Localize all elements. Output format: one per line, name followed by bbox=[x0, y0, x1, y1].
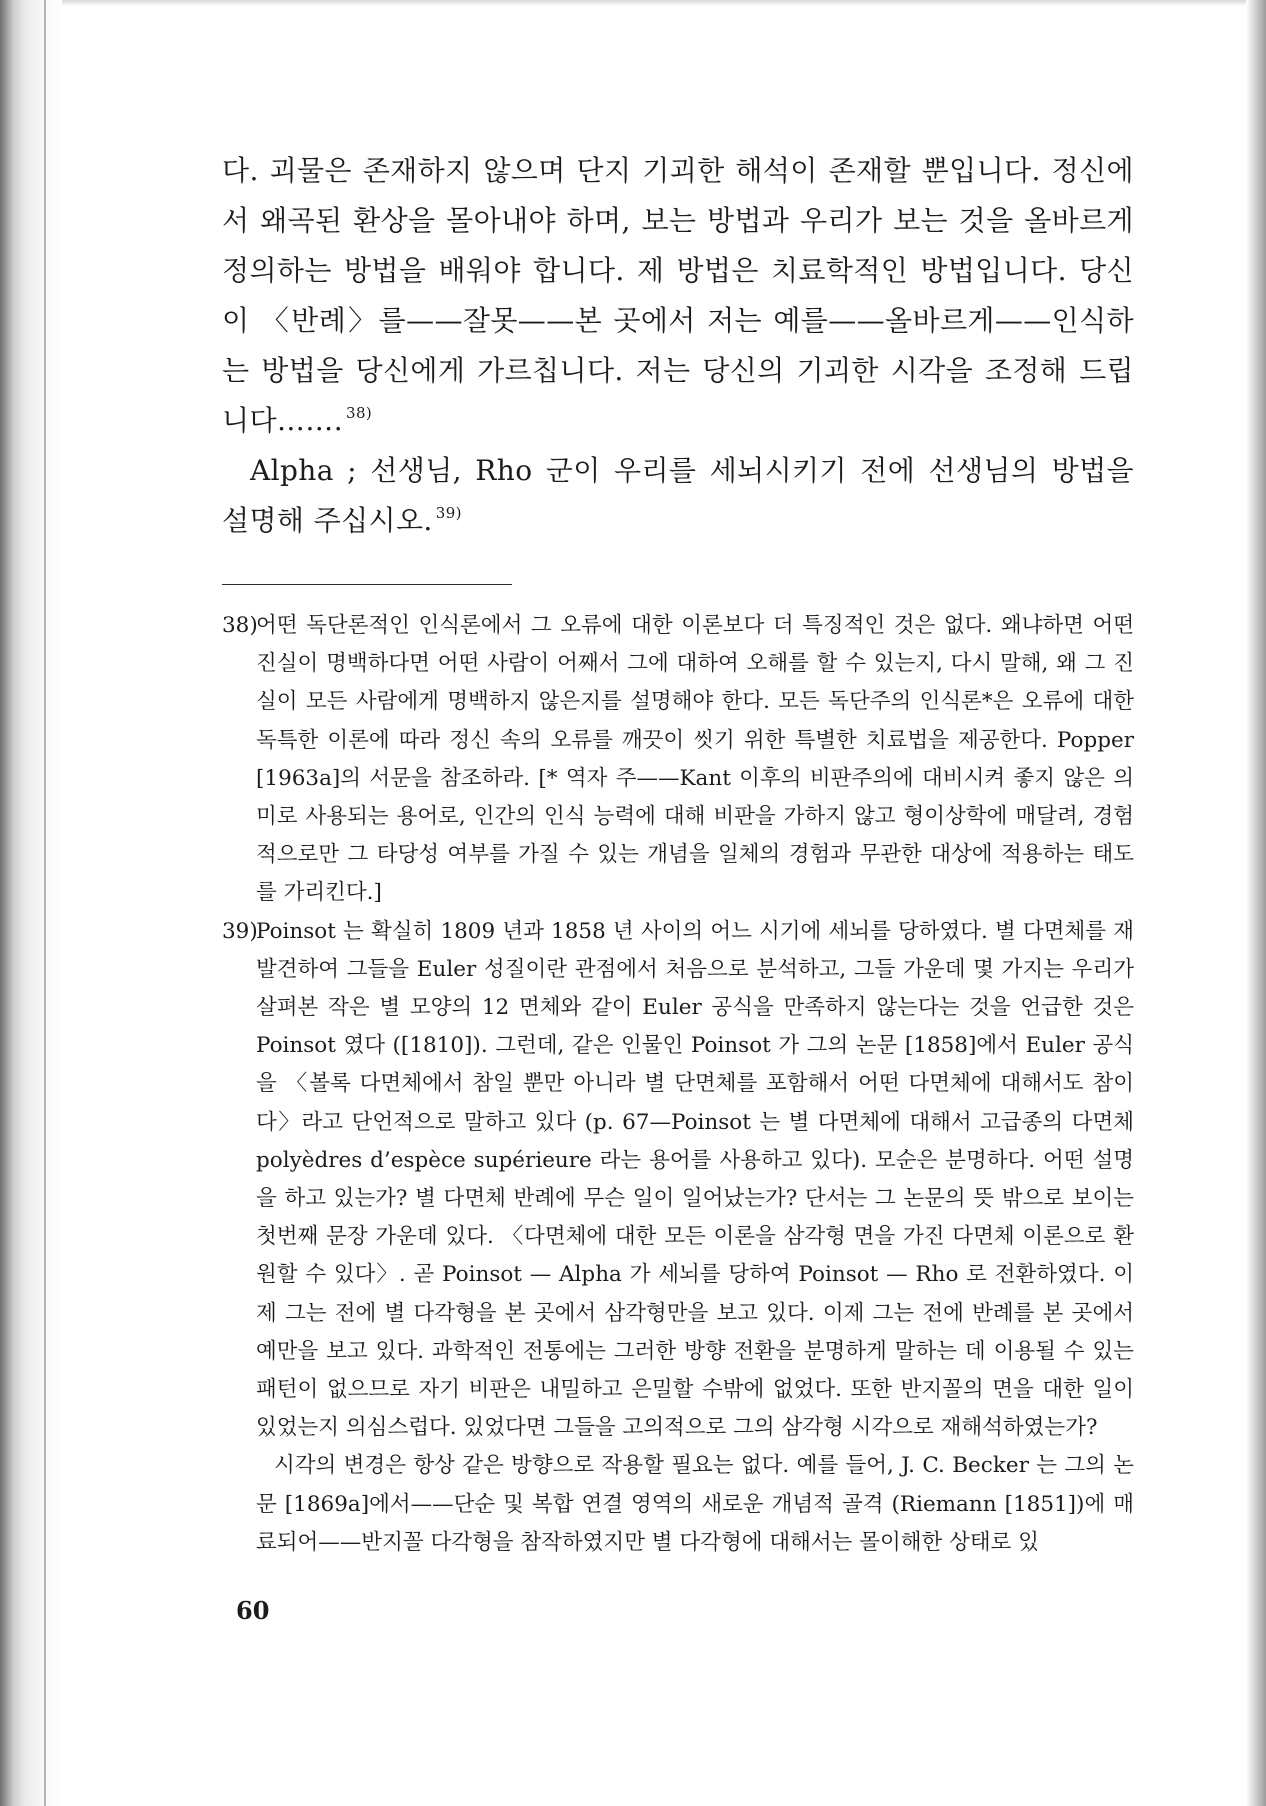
main-paragraph-text: Alpha ; 선생님, Rho 군이 우리를 세뇌시키기 전에 선생님의 방법을 설명해 주십시오. bbox=[222, 454, 1134, 537]
page-top-edge bbox=[62, 0, 1246, 6]
footnote-number: 38) bbox=[222, 613, 258, 638]
footnote-paragraph: Poinsot 는 확실히 1809 년과 1858 년 사이의 어느 시기에 세뇌를 당하였다. 별 다면체를 재발견하여 그들을 Euler 성질이란 관점에서 처음으로 분석하고, 그들 가운데 몇 가지는 우리가 살펴본 작은 별 모양의 12 면체와 같이 Euler 공식을 만족하지 않는다는 것을 언급한 것은 Poinsot 였다 ([1810]). 그런데, 같은 인물인 Poinsot 가 그의 논문 [1858]에서 Euler 공식을 〈볼록 다면체에서 참일 뿐만 아니라 별 단면체를 포함해서 어떤 다면체에 대해서도 참이다〉라고 단언적으로 말하고 있다 (p. 67—Poinsot 는 별 다면체에 대해서 고급종의 다면체 polyèdres d’espèce supérieure 라는 용어를 사용하고 있다). 모순은 분명하다. 어떤 설명을 하고 있는가? 별 다면체 반례에 무슨 일이 일어났는가? 단서는 그 논문의 뜻 밖으로 보이는 첫번째 문장 가운데 있다. 〈다면체에 대한 모든 이론을 삼각형 면을 가진 다면체 이론으로 환원할 수 있다〉. 곧 Poinsot — Alpha 가 세뇌를 당하여 Poinsot — Rho 로 전환하였다. 이제 그는 전에 별 다각형을 본 곳에서 삼각형만을 보고 있다. 이제 그는 전에 반례를 본 곳에서 예만을 보고 있다. 과학적인 전통에는 그러한 방향 전환을 분명하게 말하는 데 이용될 수 있는 패턴이 없으므로 자기 비판은 내밀하고 은밀할 수밖에 없었다. 또한 반지꼴의 면을 대한 일이 있었는지 의심스럽다. 있었다면 그들을 고의적으로 그의 삼각형 시각으로 재해석하였는가? bbox=[256, 918, 1134, 1441]
footnote-paragraph: 어떤 독단론적인 인식론에서 그 오류에 대한 이론보다 더 특징적인 것은 없다. 왜냐하면 어떤 진실이 명백하다면 어떤 사람이 어째서 그에 대하여 오해를 할 수 있는지, 다시 말해, 왜 그 진실이 모든 사람에게 명백하지 않은지를 설명해야 한다. 모든 독단주의 인식론*은 오류에 대한 독특한 이론에 따라 정신 속의 오류를 깨끗이 씻기 위한 특별한 치료법을 제공한다. Popper [1963a]의 서문을 참조하라. [* 역자 주——Kant 이후의 비판주의에 대비시켜 좋지 않은 의미로 사용되는 용어로, 인간의 인식 능력에 대해 비판을 가하지 않고 형이상학에 매달려, 경험적으로만 그 타당성 여부를 가질 수 있는 개념을 일체의 경험과 무관한 대상에 적용하는 태도를 가리킨다.] bbox=[256, 613, 1134, 906]
footnote-ref: 39) bbox=[435, 504, 462, 522]
footnote-body bbox=[256, 913, 1134, 1562]
main-text bbox=[222, 146, 1134, 546]
page-right-edge bbox=[1246, 0, 1266, 1806]
footnote-number: 39) bbox=[222, 918, 258, 944]
footnote-ref: 38) bbox=[346, 404, 373, 422]
main-paragraph-text: 다. 괴물은 존재하지 않으며 단지 기괴한 해석이 존재할 뿐입니다. 정신에서 왜곡된 환상을 몰아내야 하며, 보는 방법과 우리가 보는 것을 올바르게 정의하는 방법을 배워야 합니다. 제 방법은 치료학적인 방법입니다. 당신이 〈반례〉를——잘못——본 곳에서 저는 예를——올바르게——인식하는 방법을 당신에게 가르칩니다. 저는 당신의 기괴한 시각을 조정해 드립니다……. bbox=[222, 154, 1134, 437]
footnote-38 bbox=[222, 607, 1134, 913]
footnote-paragraph: 시각의 변경은 항상 같은 방향으로 작용할 필요는 없다. 예를 들어, J. C. Becker 는 그의 논문 [1869a]에서——단순 및 복합 연결 영역의 새로운 개념적 골격 (Riemann [1851])에 매료되어——반지꼴 다각형을 참작하였지만 별 다각형에 대해서는 몰이해한 상태로 있 bbox=[256, 1453, 1134, 1555]
footnotes bbox=[222, 607, 1134, 1562]
page-content bbox=[222, 146, 1134, 1562]
page-binding-edge bbox=[0, 0, 62, 1806]
footnote-divider bbox=[222, 584, 512, 585]
page-number: 60 bbox=[236, 1596, 270, 1625]
footnote-39 bbox=[222, 913, 1134, 1562]
main-paragraph bbox=[222, 146, 1134, 446]
footnote-body bbox=[256, 607, 1134, 913]
main-paragraph bbox=[222, 446, 1134, 546]
